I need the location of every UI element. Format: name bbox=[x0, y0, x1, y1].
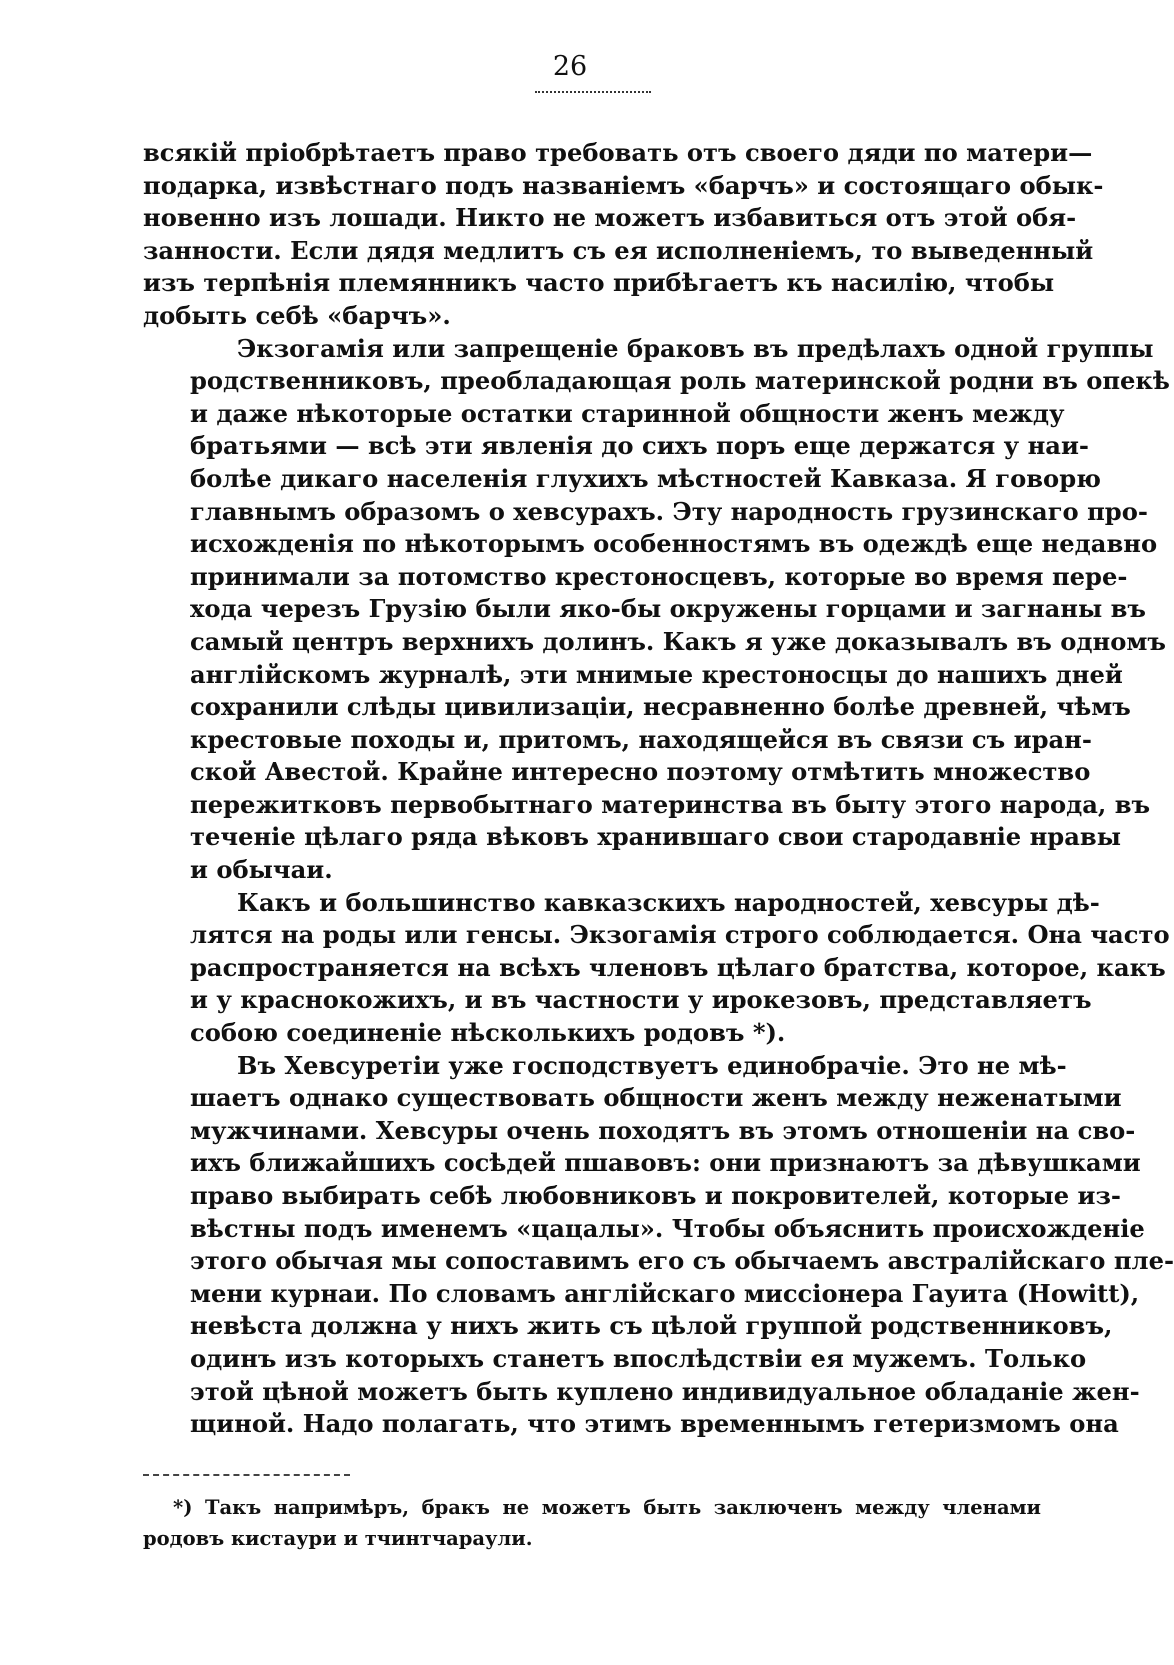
text-line: болѣе дикаго населенія глухихъ мѣстностей Кавказа. Я говорю bbox=[190, 463, 1101, 493]
text-line: и у краснокожихъ, и въ частности у ирокезовъ, представляетъ bbox=[190, 985, 1092, 1015]
body-text bbox=[143, 137, 1174, 1441]
text-line: вѣстны подъ именемъ «цацалы». Чтобы объяснить происхожденіе bbox=[190, 1213, 1145, 1243]
text-line: распространяется на всѣхъ членовъ цѣлаго братства, которое, какъ bbox=[190, 952, 1166, 982]
text-line: Въ Хевсуретіи уже господствуетъ единобрачіе. Это не мѣ- bbox=[237, 1050, 1067, 1080]
text-line: ихъ ближайшихъ сосѣдей пшавовъ: они признаютъ за дѣвушками bbox=[190, 1148, 1141, 1178]
text-line: главнымъ образомъ о хевсурахъ. Эту народность грузинскаго про- bbox=[190, 496, 1148, 526]
footnote bbox=[143, 1492, 1041, 1554]
text-line: добыть себѣ «барчъ». bbox=[143, 300, 451, 330]
text-line: всякій пріобрѣтаетъ право требовать отъ своего дяди по матери— bbox=[143, 138, 1093, 167]
text-line: мени курнаи. По словамъ англійскаго миссіонера Гауита (Howitt), bbox=[190, 1278, 1140, 1308]
text-line: Экзогамія или запрещеніе браковъ въ предѣлахъ одной группы bbox=[237, 333, 1154, 363]
paragraph bbox=[143, 1050, 1174, 1441]
text-line: этого обычая мы сопоставимъ его съ обычаемъ австралійскаго пле- bbox=[190, 1246, 1174, 1276]
text-line: исхожденія по нѣкоторымъ особенностямъ въ одеждѣ еще недавно bbox=[190, 529, 1158, 559]
text-line: одинъ изъ которыхъ станетъ впослѣдствіи ея мужемъ. Только bbox=[190, 1343, 1087, 1373]
text-line: Какъ и большинство кавказскихъ народностей, хевсуры дѣ- bbox=[237, 887, 1100, 917]
page-number: 26 bbox=[552, 51, 588, 82]
text-line: хода черезъ Грузію были яко-бы окружены горцами и загнаны въ bbox=[190, 594, 1146, 624]
paragraph bbox=[143, 137, 1104, 333]
text-line: мужчинами. Хевсуры очень походятъ въ этомъ отношеніи на сво- bbox=[190, 1115, 1136, 1145]
text-line: англійскомъ журналѣ, эти мнимые крестоносцы до нашихъ дней bbox=[190, 659, 1123, 689]
footnote-separator bbox=[143, 1474, 350, 1476]
text-line: щиной. Надо полагать, что этимъ временнымъ гетеризмомъ она bbox=[190, 1409, 1119, 1439]
text-line: самый центръ верхнихъ долинъ. Какъ я уже доказывалъ въ одномъ bbox=[190, 626, 1166, 656]
text-line: этой цѣной можетъ быть куплено индивидуальное обладаніе жен- bbox=[190, 1376, 1140, 1406]
text-line: новенно изъ лошади. Никто не можетъ избавиться отъ этой обя- bbox=[143, 203, 1077, 233]
text-line: право выбирать себѣ любовниковъ и покровителей, которые из- bbox=[190, 1181, 1121, 1210]
text-line: шаетъ однако существовать общности женъ между неженатыми bbox=[190, 1083, 1122, 1113]
text-line: занности. Если дядя медлитъ съ ея исполненіемъ, то выведенный bbox=[143, 235, 1094, 265]
footnote-line: *) Такъ напримѣръ, бракъ не можетъ быть заключенъ между членами bbox=[173, 1496, 1041, 1519]
paragraph bbox=[143, 887, 1170, 1050]
footnote-line: родовъ кистаури и тчинтчараули. bbox=[143, 1527, 533, 1550]
text-line: теченіе цѣлаго ряда вѣковъ хранившаго свои стародавніе нравы bbox=[190, 822, 1121, 852]
text-line: и обычаи. bbox=[190, 855, 333, 885]
text-line: лятся на роды или генсы. Экзогамія строго соблюдается. Она часто bbox=[190, 920, 1170, 950]
text-line: родственниковъ, преобладающая роль материнской родни въ опекѣ bbox=[190, 366, 1170, 396]
text-line: изъ терпѣнія племянникъ часто прибѣгаетъ къ насилію, чтобы bbox=[143, 268, 1055, 298]
text-line: пережитковъ первобытнаго материнства въ быту этого народа, въ bbox=[190, 789, 1151, 819]
text-line: и даже нѣкоторые остатки старинной общности женъ между bbox=[190, 398, 1065, 428]
text-line: братьями — всѣ эти явленія до сихъ поръ еще держатся у наи- bbox=[190, 431, 1089, 461]
paragraph bbox=[143, 333, 1170, 887]
text-line: невѣста должна у нихъ жить съ цѣлой группой родственниковъ, bbox=[190, 1311, 1113, 1341]
text-line: принимали за потомство крестоносцевъ, которые во время пере- bbox=[190, 561, 1128, 591]
text-line: собою соединеніе нѣсколькихъ родовъ *). bbox=[190, 1018, 786, 1048]
text-line: сохранили слѣды цивилизаціи, несравненно болѣе древней, чѣмъ bbox=[190, 692, 1131, 722]
text-line: крестовые походы и, притомъ, находящейся въ связи съ иран- bbox=[190, 724, 1092, 754]
text-line: подарка, извѣстнаго подъ названіемъ «барчъ» и состоящаго обык- bbox=[143, 170, 1104, 200]
text-line: ской Авестой. Крайне интересно поэтому отмѣтить множество bbox=[190, 757, 1091, 787]
page-number-underline bbox=[535, 91, 651, 93]
